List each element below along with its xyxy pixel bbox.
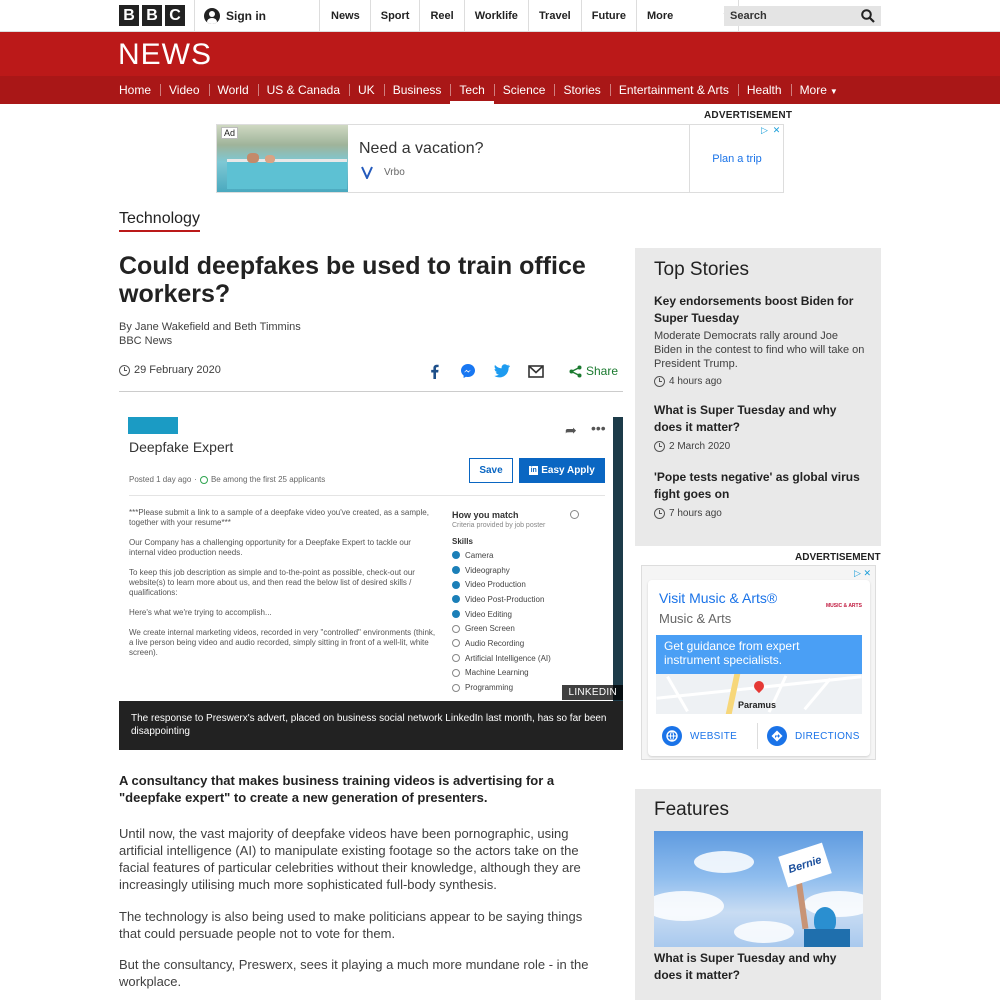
unchecked-icon: [452, 669, 460, 677]
job-desc-para: ***Please submit a link to a sample of a deepfake video you've created, as a sample, together with your resume***: [129, 508, 429, 527]
map-pin-icon: [752, 679, 766, 693]
skill-item: [452, 577, 602, 592]
skill-name: Artificial Intelligence (AI): [465, 653, 551, 663]
check-icon: [452, 581, 460, 589]
unchecked-icon: [452, 625, 460, 633]
nav-item-more[interactable]: [791, 76, 847, 104]
top-stories-panel: [635, 248, 881, 546]
article-paragraph: The technology is also being used to make politicians appear to be saying things that could persuade people not to vote for them.: [119, 909, 583, 941]
check-icon: [452, 551, 460, 559]
article-date: [119, 364, 221, 376]
skill-item: [452, 563, 602, 578]
ad-map[interactable]: [656, 674, 862, 714]
how-you-match-panel: [452, 510, 602, 695]
linkedin-job-screenshot: [119, 417, 623, 701]
global-nav-worklife[interactable]: Worklife: [465, 0, 529, 32]
skill-name: Green Screen: [465, 624, 515, 634]
check-icon: [452, 610, 460, 618]
unchecked-icon: [452, 654, 460, 662]
adchoices-icon[interactable]: [759, 125, 783, 136]
nav-item-uk[interactable]: UK: [349, 76, 384, 104]
figure-caption: The response to Preswerx's advert, placed on business social network LinkedIn last month, has so far been disappointing: [119, 701, 623, 750]
sign-in-label: Sign in: [226, 9, 266, 23]
cloud-shape: [694, 851, 754, 873]
job-save-button: Save: [469, 458, 513, 483]
article-paragraph: But the consultancy, Preswerx, sees it playing a much more mundane role - in the workplace.: [119, 957, 589, 989]
article-lede: A consultancy that makes business training videos is advertising for a "deepfake expert" to create a new generation of presenters.: [119, 773, 555, 805]
nav-more-label: More: [799, 83, 827, 97]
skill-item: [452, 548, 602, 563]
global-nav-sport[interactable]: Sport: [371, 0, 421, 32]
directions-icon: [767, 726, 787, 746]
skill-name: Audio Recording: [465, 638, 525, 648]
job-posted-info: [129, 475, 325, 484]
unchecked-icon: [452, 684, 460, 692]
ad-blurb[interactable]: Get guidance from expert instrument specialists.: [656, 635, 862, 674]
music-arts-ad[interactable]: [641, 565, 876, 760]
separator: ·: [194, 475, 197, 484]
share-button[interactable]: [569, 364, 618, 378]
global-nav-more-label: More: [646, 10, 674, 22]
info-icon: [570, 510, 579, 519]
job-desc-para: Our Company has a challenging opportunity for a Deepfake Expert to tackle our internal video production needs.: [129, 538, 411, 557]
facebook-share-icon[interactable]: [425, 362, 443, 380]
story-title[interactable]: Key endorsements boost Biden for Super Tuesday: [654, 294, 854, 325]
story-summary: Moderate Democrats rally around Joe Biden in the contest to find who will take on President Trump.: [654, 330, 865, 370]
article-byline: [119, 320, 301, 348]
top-story-item[interactable]: [654, 293, 866, 387]
skill-name: Video Production: [465, 580, 526, 590]
search-input[interactable]: [730, 10, 850, 22]
features-heading: Features: [654, 799, 729, 820]
advertisement-label: ADVERTISEMENT: [704, 110, 793, 121]
story-title[interactable]: What is Super Tuesday and why does it matter?: [654, 403, 837, 434]
ad-tag: Ad: [221, 127, 238, 139]
skill-item: [452, 666, 602, 681]
story-time-text: 7 hours ago: [669, 508, 722, 519]
directions-button[interactable]: [757, 723, 862, 749]
skill-name: Machine Learning: [465, 668, 529, 678]
global-nav-future[interactable]: Future: [582, 0, 637, 32]
skill-item: [452, 636, 602, 651]
more-options-icon: •••: [591, 420, 606, 436]
global-nav-news[interactable]: News: [321, 0, 371, 32]
nav-item-health[interactable]: Health: [738, 76, 791, 104]
skill-item: [452, 621, 602, 636]
global-nav-reel[interactable]: Reel: [420, 0, 464, 32]
nav-item-us-canada[interactable]: US & Canada: [258, 76, 349, 104]
ad-actions: [656, 723, 862, 749]
skill-name: Programming: [465, 683, 514, 693]
unchecked-icon: [452, 639, 460, 647]
pool-shape: [227, 159, 347, 189]
skills-list: [452, 548, 602, 695]
ad-card[interactable]: [648, 580, 870, 756]
global-nav-travel[interactable]: Travel: [529, 0, 582, 32]
search-box: [724, 6, 881, 26]
bbc-logo-letter: C: [165, 5, 185, 26]
check-icon: [452, 566, 460, 574]
share-label: Share: [586, 364, 619, 378]
ad-brand: Vrbo: [384, 167, 405, 178]
nav-item-world[interactable]: World: [209, 76, 258, 104]
search-icon[interactable]: [861, 9, 875, 23]
section-label-technology[interactable]: Technology: [119, 210, 200, 232]
nav-item-tech[interactable]: Tech: [450, 76, 493, 104]
website-label: WEBSITE: [690, 730, 738, 742]
job-desc-para: Here's what we're trying to accomplish...: [129, 608, 272, 617]
news-logo[interactable]: NEWS: [118, 38, 212, 71]
ad-pool-image: [217, 125, 348, 192]
cloud-shape: [734, 921, 794, 943]
article-date-text: 29 February 2020: [134, 364, 221, 376]
skill-item: [452, 651, 602, 666]
feature-title[interactable]: What is Super Tuesday and why does it matter?: [654, 951, 837, 982]
check-icon: [452, 595, 460, 603]
share-arrow-icon: ➦: [565, 422, 577, 438]
clock-icon: [200, 476, 208, 484]
ad-title[interactable]: Need a vacation?: [359, 140, 484, 157]
article-paragraph: Until now, the vast majority of deepfake videos have been pornographic, using artificial intelligence (AI) to manipulate existing footage so the actors take on the facial features of particular celebrities without their knowledge, although they are increasingly utilising much more sophisticated full-body synthesis.: [119, 826, 581, 892]
story-time: [654, 508, 866, 519]
story-time: [654, 376, 866, 387]
user-icon: [204, 8, 220, 24]
news-masthead: [0, 32, 1000, 76]
nav-item-video[interactable]: Video: [160, 76, 208, 104]
bbc-logo-letter: B: [119, 5, 139, 26]
nav-item-home[interactable]: Home: [119, 83, 152, 97]
features-panel: [635, 789, 881, 1000]
article-headline: Could deepfakes be used to train office workers?: [119, 252, 586, 308]
job-description: [129, 508, 439, 668]
story-time: [654, 441, 866, 452]
byline-authors: By Jane Wakefield and Beth Timmins: [119, 321, 301, 333]
sign-in-link[interactable]: [194, 0, 320, 32]
top-story-item[interactable]: [654, 469, 866, 519]
close-icon[interactable]: ✕: [772, 125, 781, 135]
adchoices-play-icon: ▷: [761, 125, 768, 135]
person-shape: [265, 155, 275, 163]
match-title: How you match: [452, 510, 519, 520]
skills-heading: Skills: [452, 537, 473, 546]
clock-icon: [654, 441, 665, 452]
byline-org: BBC News: [119, 335, 173, 347]
feature-image[interactable]: [654, 831, 863, 947]
bbc-global-nav: [321, 0, 739, 32]
divider: [119, 391, 623, 392]
person-shape: [247, 153, 259, 163]
image-credit: LINKEDIN: [562, 685, 623, 700]
messenger-share-icon[interactable]: [459, 362, 477, 380]
twitter-share-icon[interactable]: [493, 362, 511, 380]
nav-item-entertainment-arts[interactable]: Entertainment & Arts: [610, 76, 738, 104]
clock-icon: [119, 365, 130, 376]
bbc-logo-letter: B: [142, 5, 162, 26]
job-easy-apply-button: [519, 458, 605, 483]
caret-down-icon: ▼: [829, 87, 838, 96]
easy-apply-label: Easy Apply: [541, 465, 595, 476]
skill-name: Camera: [465, 550, 494, 560]
share-icon: [569, 365, 582, 378]
skill-item: [452, 607, 602, 622]
bbc-logo[interactable]: [119, 5, 185, 26]
story-time-text: 4 hours ago: [669, 376, 722, 387]
job-desc-para: To keep this job description as simple and to-the-point as possible, check-out our website(s) to learn more about us, and then read the below list of desired skills / qualifications:: [129, 568, 415, 597]
clock-icon: [654, 508, 665, 519]
job-desc-para: We create internal marketing videos, recorded in very "controlled" environments (think, a live person being video and audio recorded, simply sitting in front of a well-lit, white screen).: [129, 628, 436, 657]
article-figure: [119, 417, 623, 750]
match-subtitle: Criteria provided by job poster: [452, 522, 546, 529]
skill-name: Videography: [465, 565, 510, 575]
website-button[interactable]: [656, 723, 757, 749]
bernie-sign: Bernie: [778, 843, 832, 888]
job-title: Deepfake Expert: [129, 439, 234, 455]
email-share-icon[interactable]: [527, 362, 545, 380]
nav-item-business[interactable]: Business: [384, 76, 451, 104]
globe-icon: [662, 726, 682, 746]
advertisement-label: ADVERTISEMENT: [795, 552, 881, 563]
skill-item: [452, 592, 602, 607]
divider: [129, 495, 605, 496]
ad-title[interactable]: Visit Music & Arts®: [659, 590, 778, 606]
linkedin-icon: in: [530, 467, 537, 474]
skill-name: Video Post-Production: [465, 594, 545, 604]
news-section-nav: [0, 76, 1000, 104]
top-story-item[interactable]: [654, 402, 866, 452]
skill-name: Video Editing: [465, 609, 512, 619]
story-time-text: 2 March 2020: [669, 441, 731, 452]
job-applicants: Be among the first 25 applicants: [210, 475, 326, 484]
nav-item-science[interactable]: Science: [494, 76, 555, 104]
linkedin-header-bar: [128, 417, 178, 434]
vrbo-logo-icon: [360, 165, 374, 179]
music-arts-logo: MUSIC & ARTS: [826, 603, 862, 609]
vrbo-ad-banner[interactable]: [216, 124, 784, 193]
clock-icon: [654, 376, 665, 387]
cloud-shape: [654, 891, 724, 921]
bbc-top-bar: [0, 0, 1000, 32]
plan-a-trip-button[interactable]: Plan a trip: [689, 125, 784, 192]
share-tools: [425, 362, 618, 380]
directions-label: DIRECTIONS: [795, 730, 860, 742]
job-posted: Posted 1 day ago: [129, 475, 192, 484]
person-shape: [804, 929, 850, 947]
top-stories-heading: Top Stories: [654, 259, 750, 280]
map-place-label: Paramus: [738, 700, 777, 710]
nav-item-stories[interactable]: Stories: [554, 76, 609, 104]
ad-subtitle: Music & Arts: [659, 611, 732, 626]
story-title[interactable]: 'Pope tests negative' as global virus fight goes on: [654, 470, 860, 501]
adchoices-icon[interactable]: ▷ ✕: [854, 568, 871, 578]
